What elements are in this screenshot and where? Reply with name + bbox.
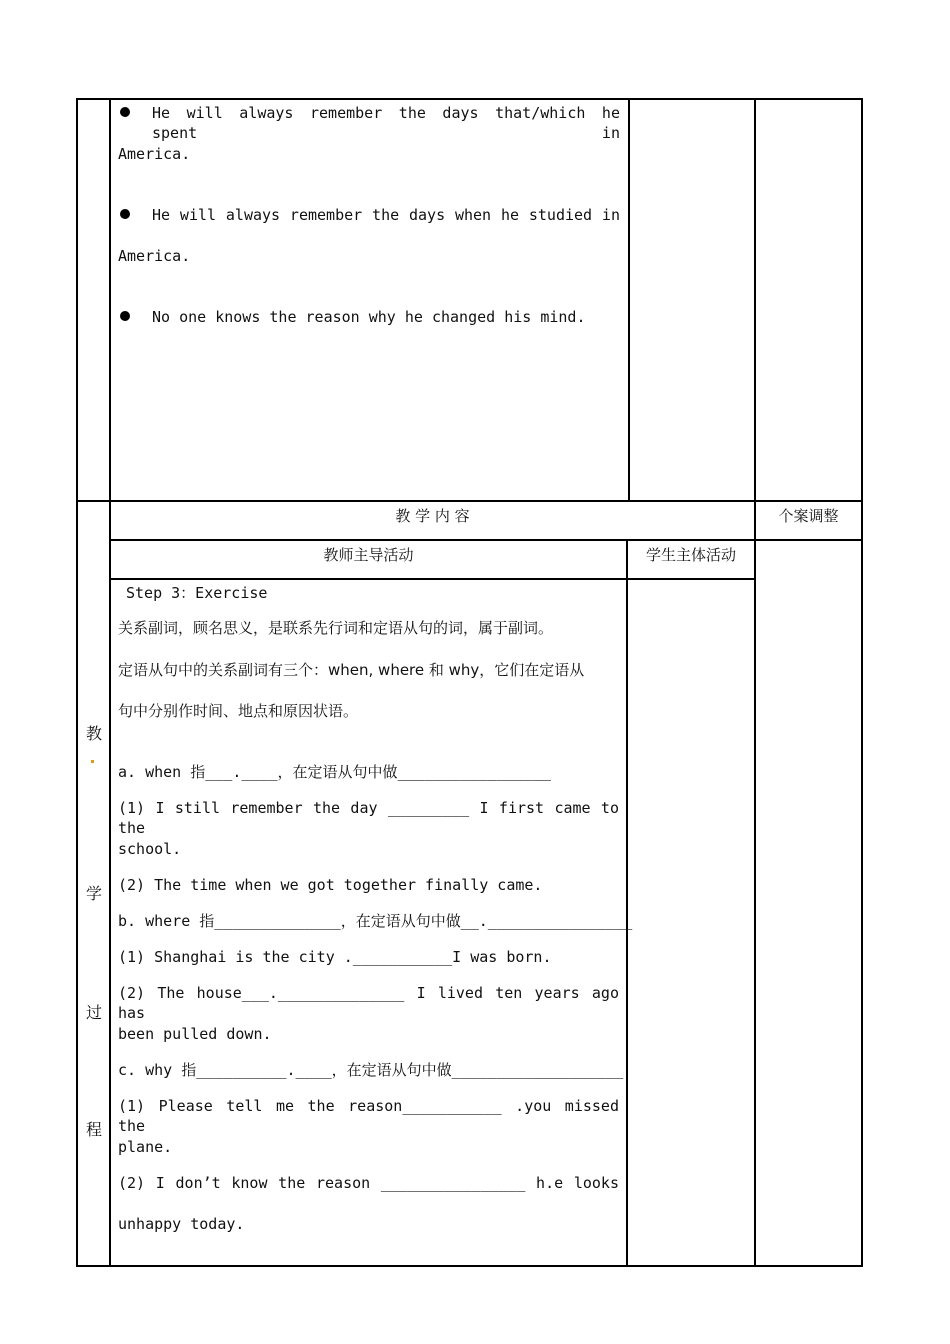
when-heading: a. when 指___.____，在定语从句中做_________________ (118, 763, 552, 781)
section-divider (76, 500, 863, 502)
mark-dot (91, 760, 94, 763)
table-right-border (861, 98, 863, 1267)
step-title: Step 3：Exercise (126, 584, 268, 602)
where-example-2-line2: been pulled down. (118, 1025, 272, 1043)
side-label-char: 过 (86, 1003, 103, 1022)
table-left-border (76, 98, 78, 1267)
bullet-icon (120, 311, 130, 321)
bullet-2-line2: America. (118, 247, 191, 265)
bullet-1-line1: He will always remember the days that/which he spent in (152, 104, 620, 142)
bullet-icon (120, 107, 130, 117)
column-header-divider (110, 578, 755, 580)
side-column-divider (109, 98, 111, 1267)
student-column-divider-top (628, 98, 630, 501)
table-bottom-border (76, 1265, 863, 1267)
intro-line-1: 关系副词，顾名思义，是联系先行词和定语从句的词，属于副词。 (118, 619, 554, 637)
table-top-border (76, 98, 863, 100)
bullet-1-line2: America. (118, 145, 191, 163)
why-example-2-line1: (2) I don’t know the reason ________________ h.e looks (118, 1174, 619, 1192)
when-example-2: (2) The time when we got together finally came. (118, 876, 543, 894)
why-heading: c. why 指__________.____，在定语从句中做___________________ (118, 1061, 624, 1079)
side-label-char: 教 (86, 724, 103, 743)
header-teacher-activity: 教师主导活动 (323, 546, 414, 564)
header-student-activity: 学生主体活动 (645, 546, 736, 564)
intro-line-3: 句中分别作时间、地点和原因状语。 (118, 702, 359, 720)
student-column-divider-bottom (626, 539, 628, 1267)
bullet-2-line1: He will always remember the days when he studied in (152, 206, 620, 224)
side-label-char: 学 (86, 884, 103, 903)
when-example-1-line2: school. (118, 840, 182, 858)
side-label-char: 程 (86, 1120, 103, 1139)
header-teaching-content: 教 学 内 容 (395, 507, 470, 525)
adjust-column-divider (754, 98, 756, 1267)
header-row-divider (110, 539, 863, 541)
bullet-icon (120, 209, 130, 219)
why-example-2-line2: unhappy today. (118, 1215, 245, 1233)
why-example-1-line2: plane. (118, 1138, 173, 1156)
why-example-1-line1: (1) Please tell me the reason___________ .you missed the (118, 1097, 619, 1135)
bullet-3-line1: No one knows the reason why he changed his mind. (152, 308, 586, 326)
where-example-1: (1) Shanghai is the city .___________I was born. (118, 948, 552, 966)
where-heading: b. where 指______________，在定语从句中做__.________________ (118, 912, 633, 930)
when-example-1-line1: (1) I still remember the day _________ I first came to the (118, 799, 619, 837)
where-example-2-line1: (2) The house___.______________ I lived ten years ago has (118, 984, 619, 1022)
intro-line-2: 定语从句中的关系副词有三个：when, where 和 why，它们在定语从 (118, 661, 585, 679)
header-case-adjustment: 个案调整 (778, 507, 839, 525)
